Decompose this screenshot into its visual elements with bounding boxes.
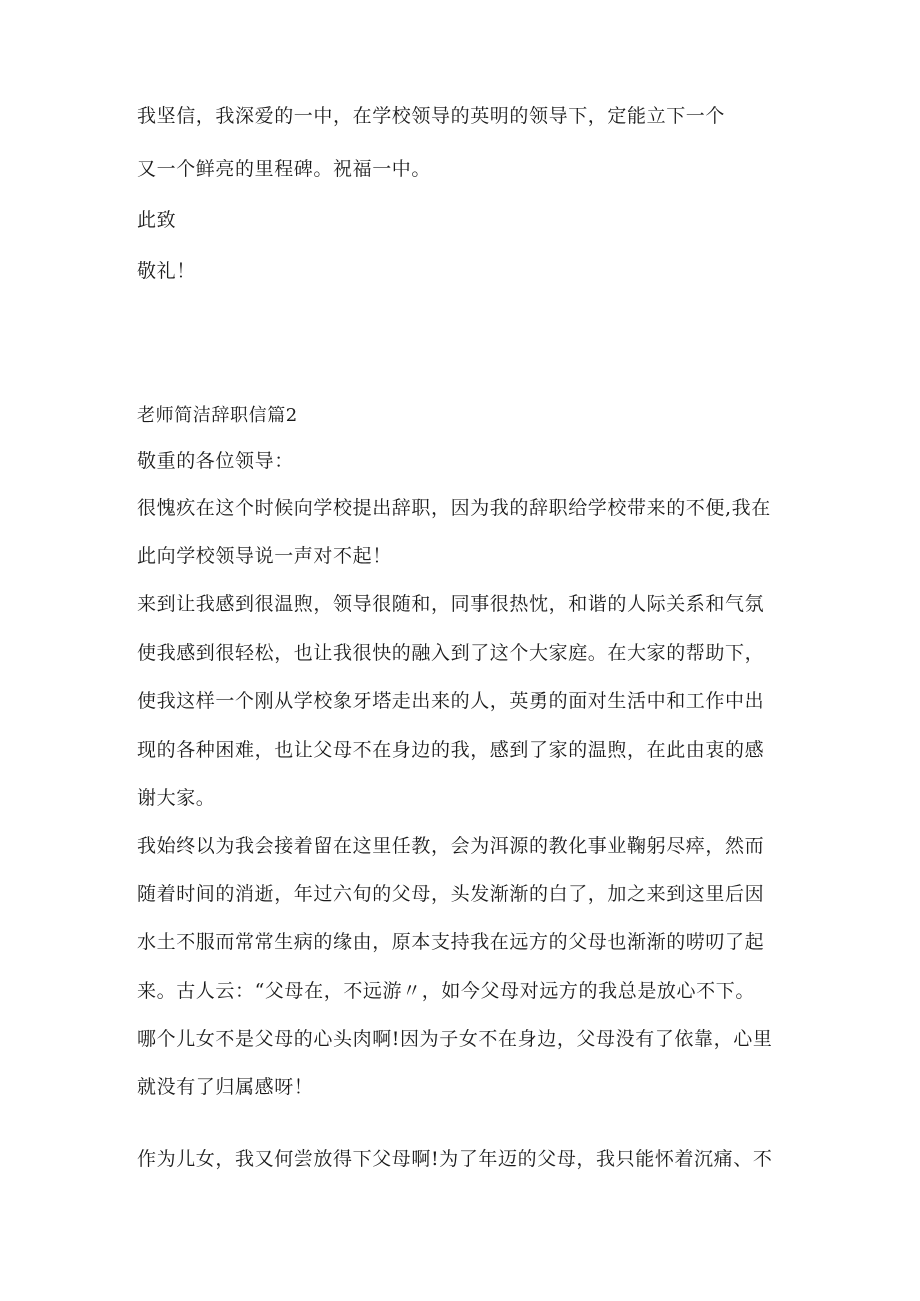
body-line: 此向学校领导说一声对不起！ (137, 545, 392, 567)
closing-phrase: 此致 (137, 209, 177, 231)
body-line: 随着时间的消逝，年过六旬的父母，头发渐渐的白了，加之来到这里后因 (137, 883, 765, 905)
body-line: 来。古人云：“父母在，不远游〃，如今父母对远方的我总是放心不下。 (137, 980, 755, 1002)
body-line: 就没有了归属感呀！ (137, 1076, 314, 1098)
salutation: 敬重的各位领导： (137, 450, 294, 472)
body-line: 水土不服而常常生病的缘由，原本支持我在远方的父母也渐渐的唠叨了起 (137, 931, 765, 953)
section-title: 老师简洁辞职信篇2 (137, 405, 298, 426)
body-line: 很愧疚在这个时候向学校提出辞职，因为我的辞职给学校带来的不便,我在 (137, 497, 771, 519)
body-line: 谢大家。 (137, 787, 216, 809)
body-line: 作为儿女，我又何尝放得下父母啊!为了年迈的父母，我只能怀着沉痛、不 (137, 1148, 773, 1170)
body-line: 现的各种困难，也让父母不在身边的我，感到了家的温煦，在此由衷的感 (137, 739, 765, 761)
closing-salute: 敬礼！ (137, 260, 196, 282)
closing-paragraph-line-1: 我坚信，我深爱的一中，在学校领导的英明的领导下，定能立下一个 (137, 105, 726, 127)
body-line: 使我感到很轻松，也让我很快的融入到了这个大家庭。在大家的帮助下， (137, 642, 765, 664)
body-line: 使我这样一个刚从学校象牙塔走出来的人，英勇的面对生活中和工作中出 (137, 690, 765, 712)
body-line: 哪个儿女不是父母的心头肉啊!因为子女不在身边，父母没有了依靠，心里 (137, 1028, 773, 1050)
closing-paragraph-line-2: 又一个鲜亮的里程碑。祝福一中。 (137, 158, 432, 180)
body-line: 来到让我感到很温煦，领导很随和，同事很热忱，和谐的人际关系和气氛 (137, 593, 765, 615)
body-line: 我始终以为我会接着留在这里任教，会为洱源的教化事业鞠躬尽瘁，然而 (137, 835, 765, 857)
